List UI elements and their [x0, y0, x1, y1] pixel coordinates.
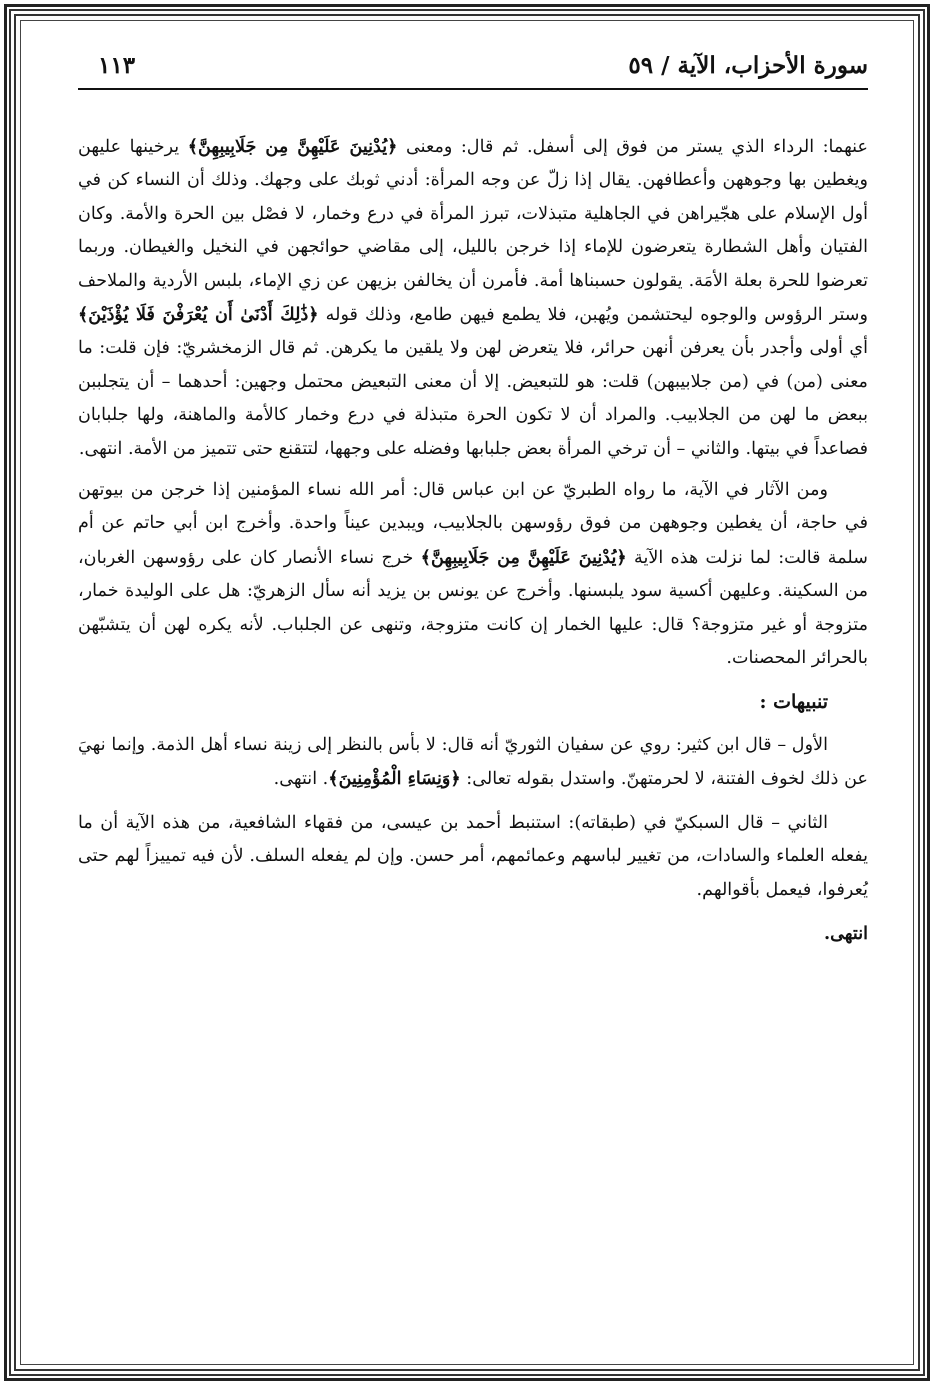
- paragraph-note-second: [78, 807, 868, 907]
- quran-verse: ﴿يُدْنِينَ عَلَيْهِنَّ مِن جَلَابِيبِهِنَّ﴾: [420, 546, 627, 568]
- text-segment: خرج نساء الأنصار كان على رؤوسهن الغربان، من السكينة. وعليهن أكسية سود يلبسنها. وأخرج عن يونس بن يزيد أنه سأل الزهريّ: هل على الوليدة خمار، متزوجة أو غير متزوجة؟ قال: عليها الخمار إن كانت متزوجة، وتنهى عن الجلباب. لأنه يكره لهن أن يتشبّهن بالحرائر المحصنات.: [78, 547, 868, 669]
- quran-verse: ﴿وَنِسَاءِ الْمُؤْمِنِينَ﴾: [328, 768, 461, 790]
- running-header-title: سورة الأحزاب، الآية / ٥٩: [628, 52, 868, 79]
- running-header: [78, 48, 868, 90]
- text-segment: أي أولى وأجدر بأن يعرفن أنهن حرائر، فلا يتعرض لهن ولا يلقين ما يكرهن. ثم قال الزمخشريّ: فإن قلت: ما معنى (من) في (من جلابيبهن) قلت: هو للتبعيض. إلا أن معنى التبعيض محتمل وجهين: أحدهما – أن يتجلببن ببعض ما لهن من الجلابيب. والمراد أن لا تكون الحرة متبذلة في درع وخمار كالأمة والماهنة، ولها جلبابان فصاعداً في بيتها. والثاني – أن ترخي المرأة بعض جلبابها وفضله على وجهها، لتتقنع حتى تتميز من الأمة. انتهى.: [78, 338, 868, 459]
- text-segment: عنهما: الرداء الذي يستر من فوق إلى أسفل. ثم قال: ومعنى: [397, 137, 868, 157]
- closing-text: انتهى.: [824, 922, 868, 944]
- paragraph-athar: [78, 474, 868, 675]
- page-body: [78, 130, 868, 950]
- text-segment: الثاني – قال السبكيّ في (طبقاته): استنبط أحمد بن عيسى، من فقهاء الشافعية، من هذه الآية أن ما يفعله العلماء والسادات، من تغيير لباسهم وعمائمهم، أمر حسن. وإن لم يفعله السلف. لأن فيه تمييزاً لهم حتى يُعرفوا، فيعمل بأقوالهم.: [78, 812, 868, 900]
- section-heading: تنبيهات :: [759, 690, 828, 713]
- text-segment: ومن الآثار في الآية، ما رواه الطبريّ عن ابن عباس قال: أمر الله نساء المؤمنين إذا خرجن من بيوتهن في حاجة، أن يغطين وجوههن من فوق رؤوسهن بالجلابيب، ويبدين عيناً واحدة. وأخرج ابن أبي حاتم عن أم سلمة قالت: لما نزلت هذه الآية: [78, 480, 868, 568]
- text-segment: يرخينها عليهن ويغطين بها وجوههن وأعطافهن. يقال إذا زلّ عن وجه المرأة: أدني ثوبك على وجهك. وذلك أن النساء كن في أول الإسلام على هجّيراهن في الجاهلية متبذلات، تبرز المرأة في درع وخمار، لا فصْل بين الحرة والأمة. وكان الفتيان وأهل الشطارة يتعرضون للإماء إذا خرجن بالليل، إلى مقاضي حوائجهن في النخيل والغيطان. وربما تعرضوا للحرة بعلة الأمَة. يقولون حسبناها أمة. فأمرن أن يخالفن بزيهن عن زي الإماء، بلبس الأردية والملاحف وستر الرؤوس والوجوه ليحتشمن ويُهبن، فلا يطمع فيهن طامع، وذلك قوله: [78, 137, 869, 326]
- paragraph-note-first: [78, 729, 868, 797]
- text-segment: الأول – قال ابن كثير: روي عن سفيان الثوريّ أنه قال: لا بأس بالنظر إلى زينة نساء أهل الذمة. وإنما نهيَ عن ذلك لخوف الفتنة، لا لحرمتهنّ. واستدل بقوله تعالى:: [78, 734, 868, 790]
- book-page: [78, 48, 868, 1348]
- paragraph-commentary: [78, 130, 868, 466]
- quran-verse: ﴿ذَٰلِكَ أَدْنَىٰ أَن يُعْرَفْنَ فَلَا يُؤْذَيْنَ﴾: [78, 304, 319, 326]
- quran-verse: ﴿يُدْنِينَ عَلَيْهِنَّ مِن جَلَابِيبِهِنَّ﴾: [187, 136, 398, 157]
- page-number: ١١٣: [98, 52, 136, 79]
- text-segment: . انتهى.: [273, 769, 329, 790]
